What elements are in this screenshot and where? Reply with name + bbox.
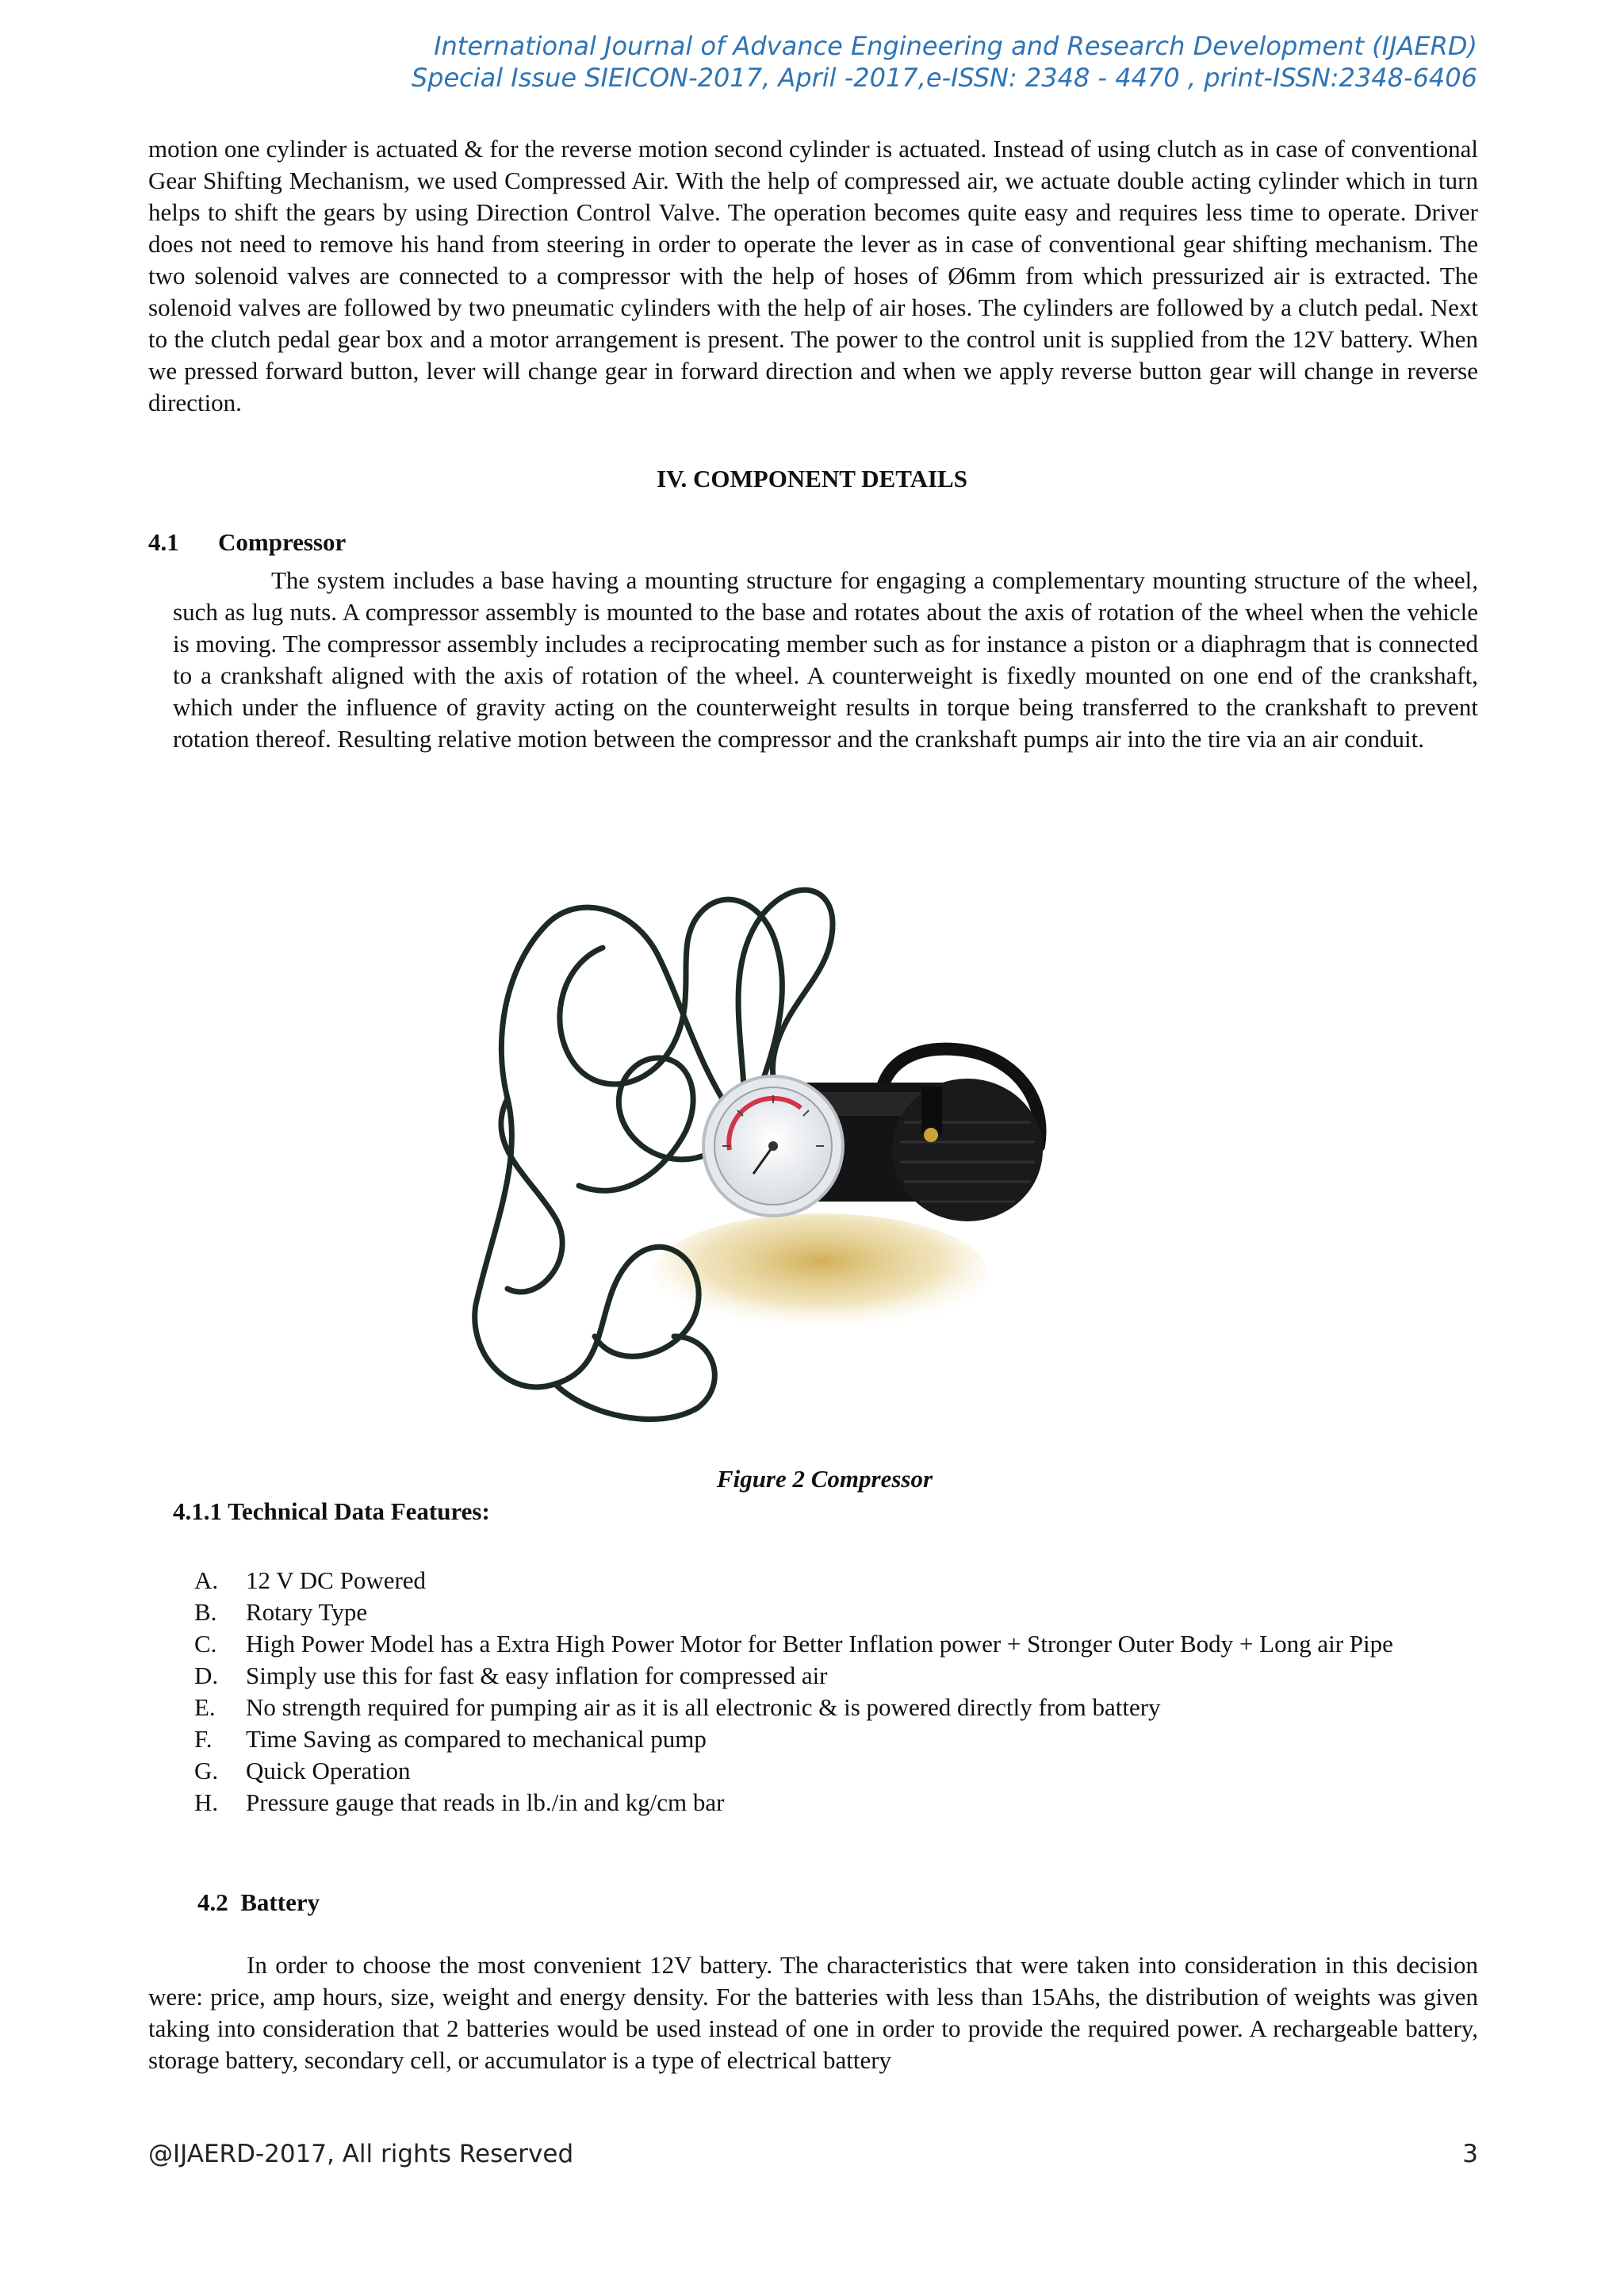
list-item	[194, 1692, 1479, 1723]
compressor-paragraph: The system includes a base having a mounting structure for engaging a complementary mounting structure of the wheel, such as lug nuts. A compressor assembly is mounted to the base and rotates about the axis of rotation of the wheel when the vehicle is moving. The compressor assembly includes a reciprocating member such as for instance a piston or a diaphragm that is connected to a crankshaft aligned with the axis of rotation of the wheel. A counterweight is fixedly mounted on one end of the crankshaft, which under the influence of gravity acting on the counterweight results in torque being transferred to the crankshaft to prevent rotation thereof. Resulting relative motion between the compressor and the crankshaft pumps air into the tire via an air conduit.	[173, 566, 1478, 753]
list-item-text: No strength required for pumping air as it is all electronic & is powered directly from battery	[246, 1693, 1161, 1721]
compressor-heading	[148, 528, 346, 557]
list-item-letter: B.	[194, 1598, 217, 1626]
list-item-text: High Power Model has a Extra High Power Motor for Better Inflation power + Stronger Outer Body + Long air Pipe	[246, 1630, 1393, 1658]
page-footer	[148, 2140, 1478, 2168]
compressor-section-number: 4.1	[148, 528, 179, 556]
list-item	[194, 1628, 1479, 1660]
list-item-text: Time Saving as compared to mechanical pump	[246, 1725, 707, 1753]
list-item-text: Pressure gauge that reads in lb./in and kg/cm bar	[246, 1788, 725, 1816]
compressor-photo	[460, 861, 1158, 1443]
list-item	[194, 1660, 1479, 1692]
list-item	[194, 1755, 1479, 1787]
list-item-letter: F.	[194, 1725, 213, 1753]
battery-heading: 4.2 Battery	[197, 1888, 320, 1916]
list-item-letter: G.	[194, 1757, 219, 1784]
journal-issue-info: Special Issue SIEICON-2017, April -2017,e-ISSN: 2348 - 4470 , print-ISSN:2348-6406	[411, 63, 1477, 93]
copyright-notice: @IJAERD-2017, All rights Reserved	[148, 2140, 574, 2168]
list-item-text: Rotary Type	[246, 1598, 368, 1626]
list-item	[194, 1596, 1479, 1628]
intro-paragraph: motion one cylinder is actuated & for the reverse motion second cylinder is actuated. Instead of using clutch as in case of conventional Gear Shifting Mechanism, we used Compressed Air. With the help of compressed air, we actuate double acting cylinder which in turn helps to shift the gears by using Direction Control Valve. The operation becomes quite easy and requires less time to operate. Driver does not need to remove his hand from steering in order to operate the lever as in case of conventional gear shifting mechanism. The two solenoid valves are connected to a compressor with the help of hoses of Ø6mm from which pressurized air is extracted. The solenoid valves are followed by two pneumatic cylinders with the help of air hoses. The cylinders are followed by a clutch pedal. Next to the clutch pedal gear box and a motor arrangement is present. The power to the control unit is supplied from the 12V battery. When we pressed forward button, lever will change gear in forward direction and when we apply reverse button gear will change in reverse direction.	[148, 135, 1478, 416]
list-item	[194, 1723, 1479, 1755]
list-item-letter: E.	[194, 1693, 216, 1721]
compressor-section-title: Compressor	[218, 528, 347, 556]
list-item-letter: D.	[194, 1662, 219, 1689]
list-item-letter: C.	[194, 1630, 217, 1658]
journal-header	[412, 30, 1477, 94]
page-number: 3	[1462, 2140, 1478, 2168]
list-item-letter: A.	[194, 1566, 219, 1594]
technical-data-heading: 4.1.1 Technical Data Features:	[173, 1497, 490, 1525]
technical-data-list	[194, 1565, 1479, 1819]
journal-title: International Journal of Advance Engineering and Research Development (IJAERD)	[434, 31, 1477, 61]
battery-paragraph: In order to choose the most convenient 12V battery. The characteristics that were taken into consideration in this decision were: price, amp hours, size, weight and energy density. For the batteries with less than 15Ahs, the distribution of weights was given taking into consideration that 2 batteries would be used instead of one in order to provide the required power. A rechargeable battery, storage battery, secondary cell, or accumulator is a type of electrical battery	[148, 1951, 1478, 2074]
list-item-text: Simply use this for fast & easy inflation for compressed air	[246, 1662, 828, 1689]
list-item	[194, 1787, 1479, 1819]
list-item-letter: H.	[194, 1788, 219, 1816]
figure-caption: Figure 2 Compressor	[716, 1465, 933, 1493]
list-item-text: Quick Operation	[246, 1757, 411, 1784]
section-title: IV. COMPONENT DETAILS	[657, 465, 967, 493]
list-item-text: 12 V DC Powered	[246, 1566, 427, 1594]
list-item	[194, 1565, 1479, 1596]
